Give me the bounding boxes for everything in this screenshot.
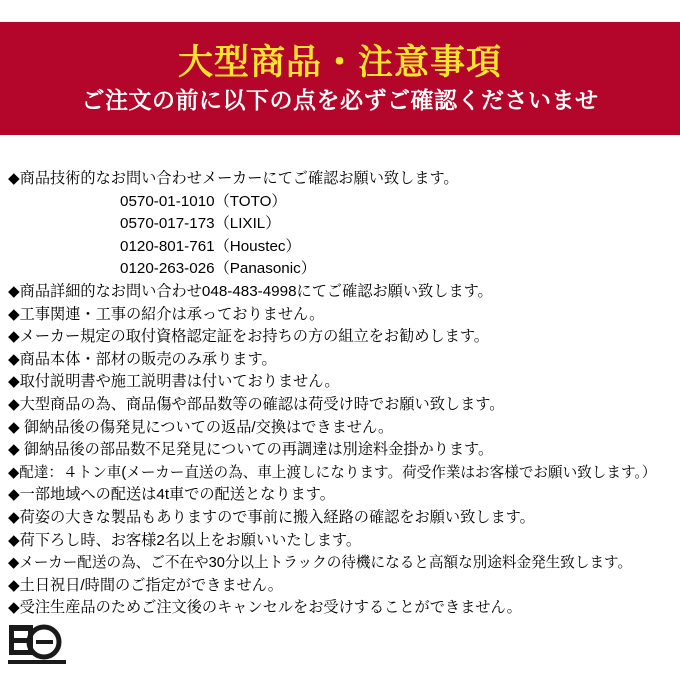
list-item: ◆一部地域への配送は4t車での配送となります。 xyxy=(8,486,335,504)
list-item: ◆ 御納品後の傷発見についての返品/交換はできません。 xyxy=(8,418,394,436)
notes-list xyxy=(8,168,676,620)
list-item: 0570-017-173（LIXIL） xyxy=(120,215,281,233)
list-item: ◆ 御納品後の部品数不足発見についての再調達は別途料金掛かります。 xyxy=(8,441,494,459)
header-banner xyxy=(0,22,680,135)
list-item: ◆商品技術的なお問い合わせメーカーにてご確認お願い致します。 xyxy=(8,170,459,187)
list-item: ◆取付説明書や施工説明書は付いておりません。 xyxy=(8,373,340,391)
list-item: ◆受注生産品のためご注文後のキャンセルをお受けすることができません。 xyxy=(8,599,522,617)
list-item: ◆大型商品の為、商品傷や部品数等の確認は荷受け時でお願い致します。 xyxy=(8,395,505,413)
list-item: 0570-01-1010（TOTO） xyxy=(120,192,287,210)
list-item: 0120-263-026（Panasonic） xyxy=(120,260,316,278)
list-item: ◆メーカー規定の取付資格認定証をお持ちの方の組立をお勧めします。 xyxy=(8,328,489,346)
list-item: ◆メーカー配送の為、ご不在や30分以上トラックの待機になると高額な別途料金発生致します。 xyxy=(8,555,633,572)
banner-subtitle: ご注文の前に以下の点を必ずご確認くださいませ xyxy=(81,87,599,114)
banner-title: 大型商品・注意事項 xyxy=(177,42,502,82)
brand-logo xyxy=(8,624,66,670)
list-item: ◆商品本体・部材の販売のみ承ります。 xyxy=(8,350,277,368)
list-item: ◆荷下ろし時、お客様2名以上をお願いいたします。 xyxy=(8,531,362,549)
list-item: ◆荷姿の大きな製品もありますので事前に搬入経路の確認をお願い致します。 xyxy=(8,508,535,526)
list-item: ◆工事関連・工事の紹介は承っておりません。 xyxy=(8,305,325,323)
list-item: 0120-801-761（Houstec） xyxy=(120,237,301,255)
list-item: ◆配達：４トン車(メーカー直送の為、車上渡しになります。荷受作業はお客様でお願い致します。） xyxy=(8,464,657,481)
list-item: ◆商品詳細的なお問い合わせ048-483-4998にてご確認お願い致します。 xyxy=(8,282,493,300)
list-item: ◆土日祝日/時間のご指定ができません。 xyxy=(8,576,283,594)
